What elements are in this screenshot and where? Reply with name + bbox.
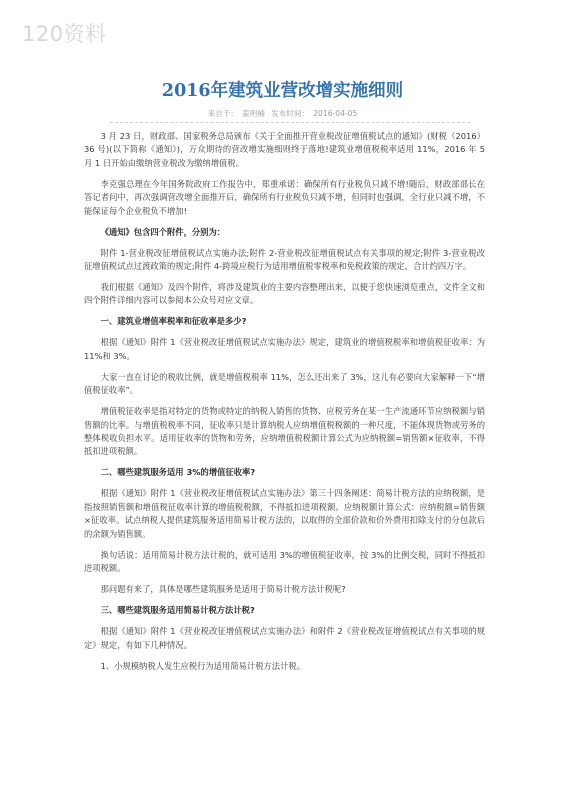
paragraph-question: 那问题有来了，具体是哪些建筑服务是适用于简易计税方法计税呢? (100, 584, 346, 595)
watermark: 120资料 (22, 22, 107, 46)
attachments-heading: 《通知》包含四个附件，分别为： (100, 226, 226, 237)
section-heading-3: 三、哪些建筑服务适用简易计税方法计税? (100, 605, 255, 616)
section-heading-1: 一、建筑业增值率税率和征收率是多少? (100, 316, 247, 327)
section-heading-2: 二、哪些建筑服务适用 3%的增值征收率? (100, 467, 256, 478)
paragraph-intro: 3 月 23 日，财政部、国家税务总局颁布《关于全面推开营业税改征增值税试点的通知》(财税（2016）36 号)(以下简称《通知》)，万众期待的营改增实施细则终于落地!建筑业增值税税率适用 11%，2016 年 5 月 1 日开始由缴纳营业税改为缴纳增值税。 (84, 131, 485, 168)
paragraph-cases-intro: 根据《通知》附件 1《营业税改征增值税试点实施办法》和附件 2《营业税改征增值税试点有关事项的规定》规定，有如下几种情况。 (84, 626, 485, 650)
paragraph-premier-commitment: 李克强总理在今年国务院政府工作报告中，郑重承诺：确保所有行业税负只减不增!随后，财政部部长在答记者问中，再次强调营改增全面推开后，确保所有行业税负只减不增，但同时也强调，全行业只减不增，不能保证每个企业税负不增加! (84, 178, 485, 216)
paragraph-summary: 我们根据《通知》及四个附件，将涉及建筑业的主要内容整理出来，以便于您快速浏览重点，文件全文和四个附件详细内容可以参阅本公众号对应文章。 (84, 282, 485, 306)
paragraph-case-1: 1、小规模纳税人发生应税行为适用简易计税方法计税。 (100, 660, 305, 671)
publish-date: 2016-04-05 (313, 109, 358, 118)
article-title: 2016年建筑业营改增实施细则 (161, 81, 404, 101)
publish-time-label: 发布时间： (271, 109, 310, 118)
paragraph-simple-method: 根据《通知》附件 1《营业税改征增值税试点实施办法》第三十四条阐述：简易计税方法的应纳税额，是指按照销售额和增值税征收率计算的增值税税额，不得抵扣进项税额。应纳税额计算公式：应纳税额=销售额×征收率。试点纳税人提供建筑服务适用简易计税方法的，以取得的全部价款和价外费用扣除支付的分包款后的余额为销售额。 (84, 488, 485, 539)
article-meta (0, 108, 565, 119)
paragraph-levy-rate-definition: 增值税征收率是指对特定的货物或特定的纳税人销售的货物、应税劳务在某一生产流通环节应纳税额与销售额的比率。与增值税税率不同，征收率只是计算纳税人应纳增值税税额的一种尺度，不能体现货物或劳务的整体税收负担水平。适用征收率的货物和劳务，应纳增值税税额计算公式为应纳税额=销售额×征收率，不得抵扣进项税额。 (84, 406, 485, 457)
paragraph-attachments: 附件 1-营业税改征增值税试点实施办法;附件 2-营业税改征增值税试点有关事项的规定;附件 3-营业税改征增值税试点过渡政策的规定;附件 4-跨境应税行为适用增值税零税率和免税政策的规定，合计约四万字。 (84, 247, 485, 272)
paragraph-rates: 根据《通知》附件 1《营业税改征增值税试点实施办法》规定，建筑业的增值税税率和增值税征收率：为 11%和 3%。 (84, 337, 485, 361)
author: 姜明楠 (242, 109, 265, 118)
source-label: 来自于： (207, 109, 239, 118)
paragraph-rate-question: 大家一直在讨论的税收比例，就是增值税税率 11%，怎么还出来了 3%，这儿有必要向大家解释一下“增值税征收率”。 (84, 371, 485, 396)
paragraph-in-other-words: 换句话说：适用简易计税方法计税的，就可适用 3%的增值税征收率，按 3%的比例交税，同时不得抵扣进项税额。 (84, 549, 485, 574)
divider (110, 122, 470, 123)
article-body (84, 130, 485, 681)
